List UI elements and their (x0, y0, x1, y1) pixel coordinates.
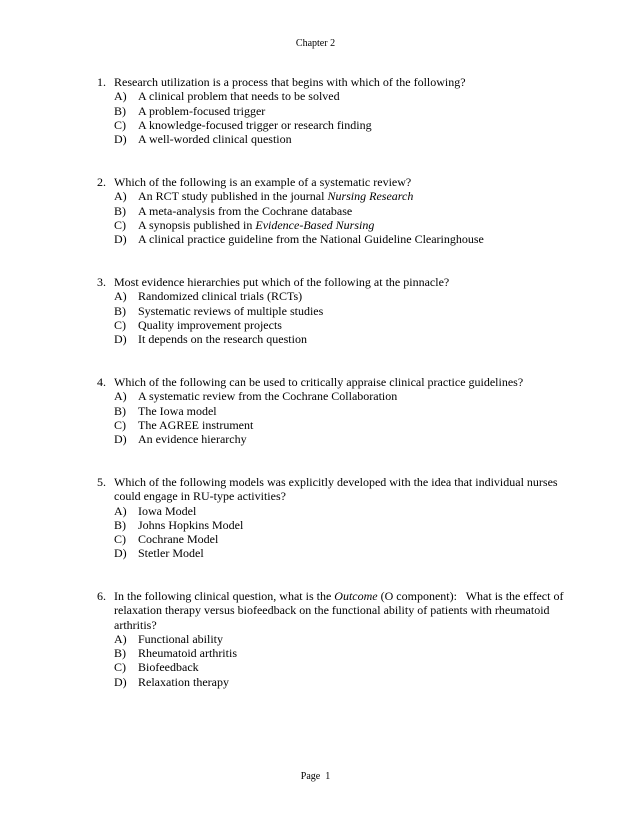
question-stem (97, 375, 567, 389)
option-letter: D) (114, 232, 127, 247)
option-text: The AGREE instrument (138, 417, 254, 432)
question-2 (97, 175, 567, 246)
option-text: Systematic reviews of multiple studies (138, 303, 324, 318)
option-letter: B) (114, 103, 126, 118)
answer-option-a (97, 632, 567, 646)
option-text-plain: A synopsis published in (138, 217, 256, 232)
option-text: A problem-focused trigger (138, 103, 266, 118)
option-text: Stetler Model (138, 546, 204, 561)
question-number: 4. (97, 375, 106, 389)
option-text: Rheumatoid arthritis (138, 646, 237, 661)
question-stem (97, 589, 567, 632)
question-stem (97, 75, 567, 89)
option-text-plain: An RCT study published in the journal (138, 189, 328, 204)
answer-option-b (97, 646, 567, 660)
option-letter: A) (114, 631, 127, 646)
answer-option-c (97, 418, 567, 432)
question-number: 6. (97, 589, 106, 603)
question-number: 3. (97, 275, 106, 289)
question-4 (97, 375, 567, 446)
option-text: A clinical problem that needs to be solved (138, 89, 340, 104)
option-text: A well-worded clinical question (138, 132, 292, 147)
option-text: Johns Hopkins Model (138, 517, 244, 532)
option-letter: C) (114, 117, 126, 132)
chapter-heading: Chapter 2 (295, 38, 336, 49)
stem-part: (O component): What is the effect of relaxation therapy versus biofeedback on the functional ability of patients with rheumatoid arthritis? (114, 589, 567, 632)
option-letter: B) (114, 403, 126, 418)
question-text (114, 589, 567, 632)
answer-option-c (97, 318, 567, 332)
answer-option-c (97, 660, 567, 674)
question-text: Most evidence hierarchies put which of the following at the pinnacle? (114, 275, 450, 289)
option-text: Cochrane Model (138, 532, 219, 547)
option-letter: D) (114, 432, 127, 447)
answer-option-a (97, 189, 567, 203)
answer-option-b (97, 104, 567, 118)
answer-option-a (97, 389, 567, 403)
option-letter: C) (114, 532, 126, 547)
question-text: Which of the following models was explicitly developed with the idea that individual nurses could engage in RU-type activities? (114, 475, 558, 504)
option-text: A clinical practice guideline from the National Guideline Clearinghouse (138, 232, 484, 247)
option-letter: C) (114, 417, 126, 432)
question-1 (97, 75, 567, 146)
option-text: Quality improvement projects (138, 317, 282, 332)
question-text: Which of the following can be used to critically appraise clinical practice guidelines? (114, 375, 524, 389)
option-text: Biofeedback (138, 660, 199, 675)
journal-title: Nursing Research (327, 189, 414, 204)
option-letter: C) (114, 317, 126, 332)
option-letter: C) (114, 217, 126, 232)
answer-option-d (97, 232, 567, 246)
answer-option-b (97, 404, 567, 418)
answer-option-d (97, 332, 567, 346)
option-text: A meta-analysis from the Cochrane database (138, 203, 353, 218)
option-text: An evidence hierarchy (138, 432, 247, 447)
option-letter: D) (114, 674, 127, 689)
answer-option-d (97, 546, 567, 560)
question-text: Research utilization is a process that begins with which of the following? (114, 75, 466, 89)
option-letter: A) (114, 503, 127, 518)
question-stem (97, 475, 567, 504)
answer-option-d (97, 132, 567, 146)
option-text (138, 189, 567, 203)
option-text: Randomized clinical trials (RCTs) (138, 289, 303, 304)
answer-option-a (97, 504, 567, 518)
option-text: Relaxation therapy (138, 674, 229, 689)
option-letter: D) (114, 132, 127, 147)
journal-title: Evidence-Based Nursing (255, 217, 375, 232)
answer-option-c (97, 218, 567, 232)
option-letter: C) (114, 660, 126, 675)
answer-option-a (97, 89, 567, 103)
option-letter: A) (114, 89, 127, 104)
option-text: A systematic review from the Cochrane Collaboration (138, 389, 398, 404)
option-letter: A) (114, 389, 127, 404)
outcome-term: Outcome (334, 589, 378, 603)
option-letter: A) (114, 189, 127, 204)
option-text: Functional ability (138, 631, 223, 646)
option-text: Iowa Model (138, 503, 197, 518)
question-stem (97, 175, 567, 189)
answer-option-b (97, 518, 567, 532)
option-text: A knowledge-focused trigger or research finding (138, 117, 372, 132)
question-number: 2. (97, 175, 106, 189)
page-number: Page 1 (300, 771, 331, 782)
question-6 (97, 589, 567, 689)
answer-option-c (97, 118, 567, 132)
question-number: 5. (97, 475, 106, 489)
option-text: The Iowa model (138, 403, 217, 418)
answer-option-a (97, 289, 567, 303)
answer-option-c (97, 532, 567, 546)
option-letter: B) (114, 646, 126, 661)
option-text (138, 218, 567, 232)
option-letter: B) (114, 517, 126, 532)
stem-part: In the following clinical question, what is the (114, 589, 335, 603)
answer-option-b (97, 304, 567, 318)
option-letter: D) (114, 546, 127, 561)
answer-option-b (97, 204, 567, 218)
question-3 (97, 275, 567, 346)
answer-option-d (97, 432, 567, 446)
question-text: Which of the following is an example of a systematic review? (114, 175, 412, 189)
question-5 (97, 475, 567, 561)
question-stem (97, 275, 567, 289)
option-letter: D) (114, 332, 127, 347)
option-letter: A) (114, 289, 127, 304)
question-number: 1. (97, 75, 106, 89)
option-letter: B) (114, 303, 126, 318)
option-letter: B) (114, 203, 126, 218)
answer-option-d (97, 675, 567, 689)
option-text: It depends on the research question (138, 332, 307, 347)
